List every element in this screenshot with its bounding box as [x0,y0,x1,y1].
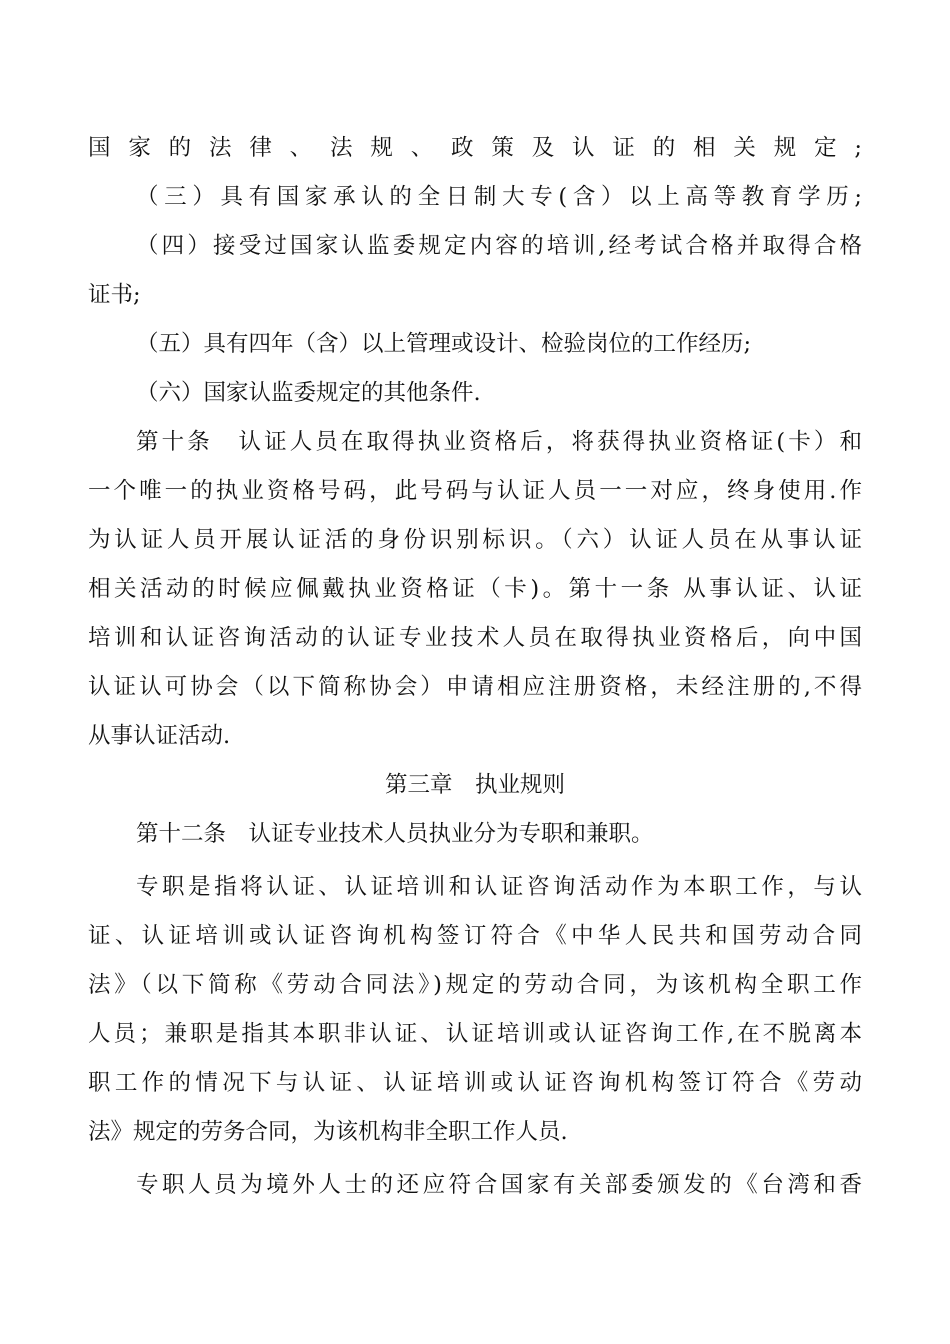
text-line: 职工作的情况下与认证、认证培训或认证咨询机构签订符合《劳动 [88,1070,862,1096]
text-line: （四）接受过国家认监委规定内容的培训,经考试合格并取得合格 [136,233,862,259]
text-line: 法》规定的劳务合同，为该机构非全职工作人员. [88,1119,568,1145]
text-line: （六）国家认监委规定的其他条件. [136,380,481,406]
document-page [88,124,862,1210]
text-line: 认证认可协会（以下简称协会）申请相应注册资格，未经注册的,不得 [88,674,862,700]
text-line: 第十条 认证人员在取得执业资格后，将获得执业资格证(卡）和 [136,429,862,455]
chapter-heading: 第三章 执业规则 [384,772,565,798]
text-line: 法》（以下简称《劳动合同法》)规定的劳动合同，为该机构全职工作 [88,972,862,998]
text-line: 相关活动的时候应佩戴执业资格证（卡)。第十一条 从事认证、认证 [88,576,862,602]
text-line: 为认证人员开展认证活的身份识别标识。（六）认证人员在从事认证 [88,527,862,553]
text-line: 国家的法律、法规、政策及认证的相关规定; [88,135,862,161]
text-line: 证书; [88,282,141,308]
text-line: 第十二条 认证专业技术人员执业分为专职和兼职。 [136,821,654,847]
text-line: （三）具有国家承认的全日制大专(含）以上高等教育学历; [136,184,862,210]
text-line: 人员；兼职是指其本职非认证、认证培训或认证咨询工作,在不脱离本 [88,1021,862,1047]
text-line: 专职是指将认证、认证培训和认证咨询活动作为本职工作，与认 [136,874,862,900]
text-line: 从事认证活动. [88,723,231,749]
text-line: 一个唯一的执业资格号码，此号码与认证人员一一对应，终身使用.作 [88,478,862,504]
text-line: （五）具有四年（含）以上管理或设计、检验岗位的工作经历; [136,331,752,357]
text-line: 培训和认证咨询活动的认证专业技术人员在取得执业资格后，向中国 [88,625,862,651]
text-line: 专职人员为境外人士的还应符合国家有关部委颁发的《台湾和香 [136,1172,862,1198]
text-line: 证、认证培训或认证咨询机构签订符合《中华人民共和国劳动合同 [88,923,862,949]
